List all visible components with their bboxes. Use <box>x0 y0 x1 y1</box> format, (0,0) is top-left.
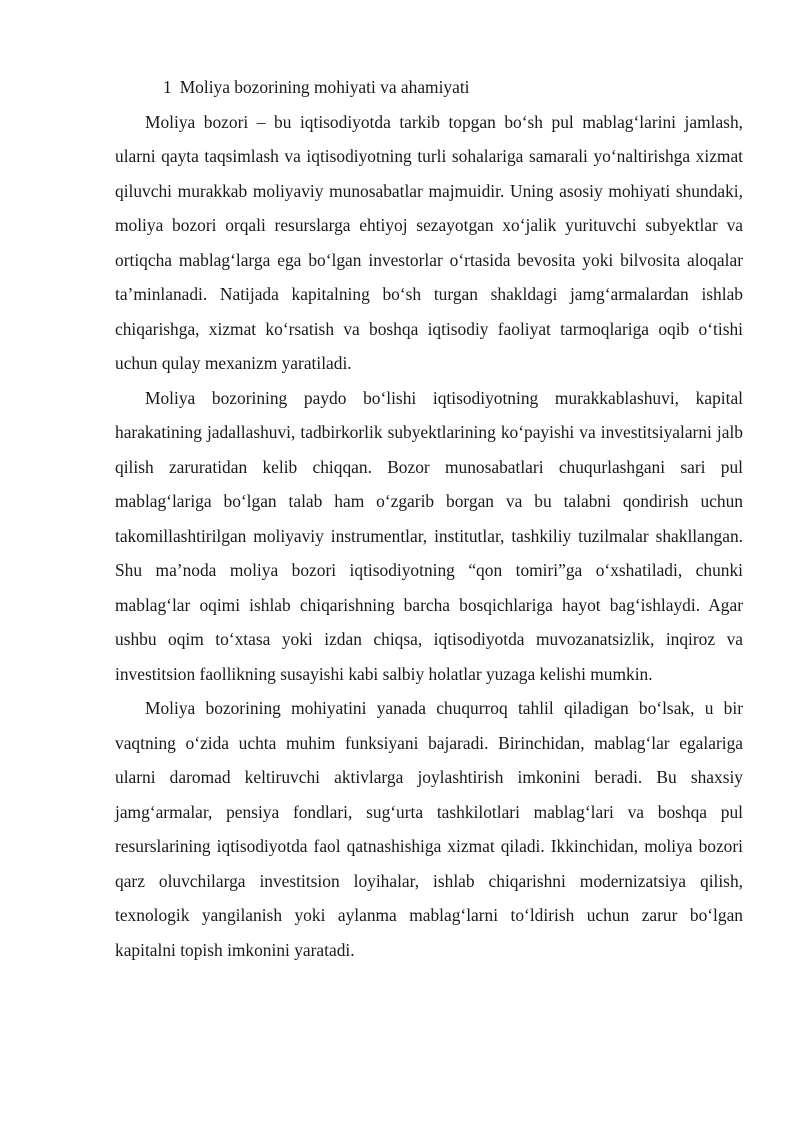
paragraph-3: Moliya bozorining mohiyatini yanada chuqurroq tahlil qiladigan bo‘lsak, u bir vaqtning o‘zida uchta muhim funksiyani bajaradi. Birinchidan, mablag‘lar egalariga ularni daromad keltiruvchi aktivlarga joylashtirish imkonini beradi. Bu shaxsiy jamg‘armalar, pensiya fondlari, sug‘urta tashkilotlari mablag‘lari va boshqa pul resurslarining iqtisodiyotda faol qatnashishiga xizmat qiladi. Ikkinchidan, moliya bozori qarz oluvchilarga investitsion loyihalar, ishlab chiqarishni modernizatsiya qilish, texnologik yangilanish yoki aylanma mablag‘larni to‘ldirish uchun zarur bo‘lgan kapitalni topish imkonini yaratadi. <box>115 698 743 960</box>
paragraph-2: Moliya bozorining paydo bo‘lishi iqtisodiyotning murakkablashuvi, kapital harakatining jadallashuvi, tadbirkorlik subyektlarining ko‘payishi va investitsiyalarni jalb qilish zaruratidan kelib chiqqan. Bozor munosabatlari chuqurlashgani sari pul mablag‘lariga bo‘lgan talab ham o‘zgarib borgan va bu talabni qondirish uchun takomillashtirilgan moliyaviy instrumentlar, institutlar, tashkiliy tuzilmalar shakllangan. Shu ma’noda moliya bozori iqtisodiyotning “qon tomiri”ga o‘xshatiladi, chunki mablag‘lar oqimi ishlab chiqarishning barcha bosqichlariga hayot bag‘ishlaydi. Agar ushbu oqim to‘xtasa yoki izdan chiqsa, iqtisodiyotda muvozanatsizlik, inqiroz va investitsion faollikning susayishi kabi salbiy holatlar yuzaga kelishi mumkin. <box>115 387 743 684</box>
section-heading <box>115 70 743 105</box>
paragraph-1: Moliya bozori – bu iqtisodiyotda tarkib topgan bo‘sh pul mablag‘larini jamlash, ularni qayta taqsimlash va iqtisodiyotning turli sohalariga samarali yo‘naltirishga xizmat qiluvchi murakkab moliyaviy munosabatlar majmuidir. Uning asosiy mohiyati shundaki, moliya bozori orqali resurslarga ehtiyoj sezayotgan xo‘jalik yurituvchi subyektlar va ortiqcha mablag‘larga ega bo‘lgan investorlar o‘rtasida bevosita yoki bilvosita aloqalar ta’minlanadi. Natijada kapitalning bo‘sh turgan shakldagi jamg‘armalardan ishlab chiqarishga, xizmat ko‘rsatish va boshqa iqtisodiy faoliyat tarmoqlariga oqib o‘tishi uchun qulay mexanizm yaratiladi. <box>115 111 743 373</box>
section-number: 1 <box>163 77 172 97</box>
section-title: Moliya bozorining mohiyati va ahamiyati <box>179 77 470 97</box>
document-page <box>115 70 743 967</box>
